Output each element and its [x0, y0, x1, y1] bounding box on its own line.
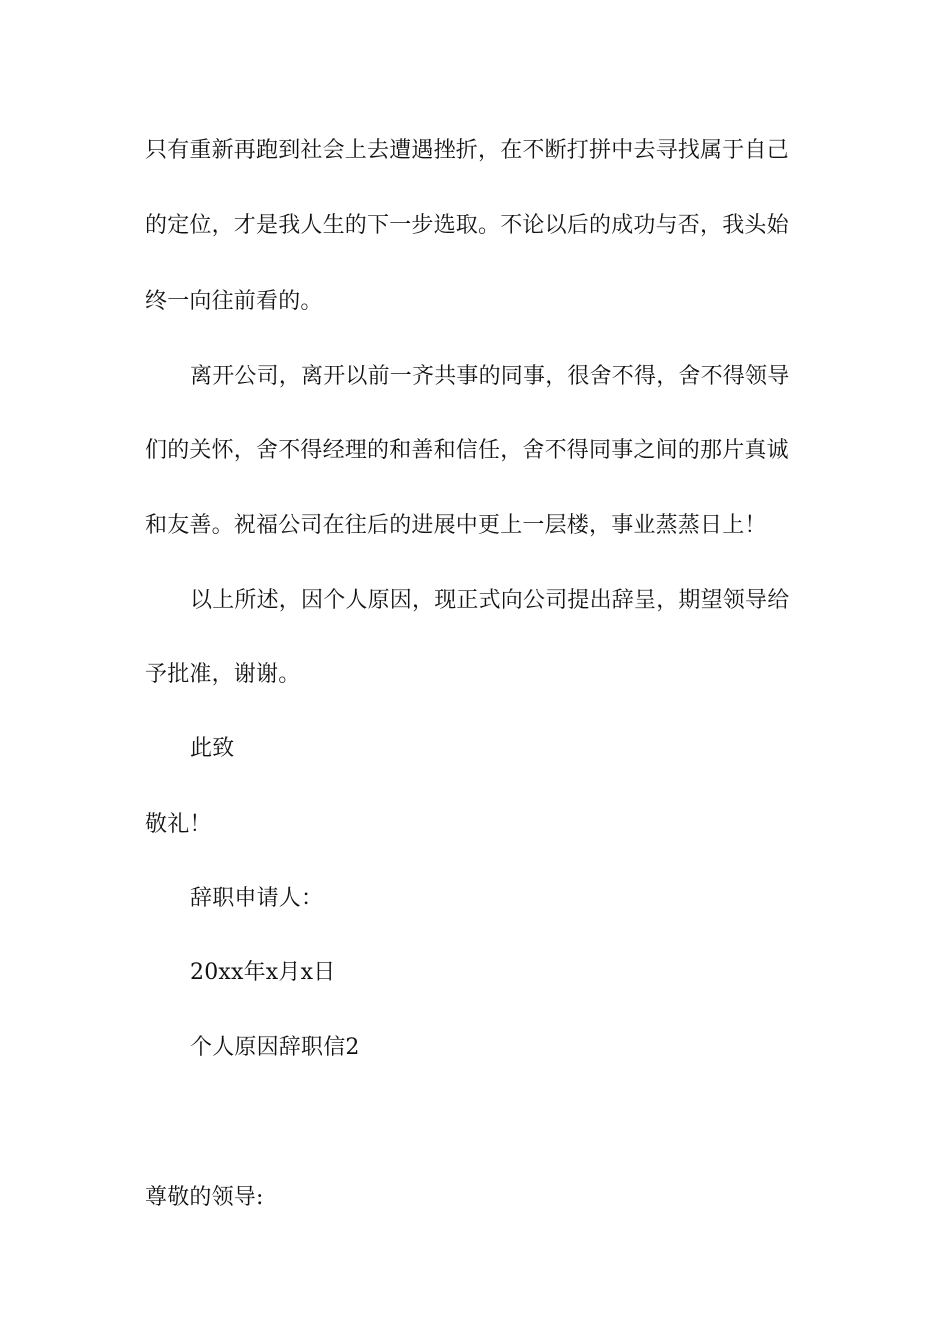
salute-text: 敬礼！ — [145, 812, 212, 837]
greeting-text: 尊敬的领导: — [145, 1185, 264, 1210]
section-title: 个人原因辞职信2 — [190, 1035, 360, 1060]
paragraph2-line1: 离开公司，离开以前一齐共事的同事，很舍不得，舍不得领导 — [190, 364, 790, 389]
paragraph1-line2: 的定位，才是我人生的下一步选取。不论以后的成功与否，我头始 — [145, 213, 789, 238]
paragraph1-line1: 只有重新再跑到社会上去遭遇挫折，在不断打拼中去寻找属于自己 — [145, 138, 789, 163]
paragraph3-line1: 以上所述，因个人原因，现正式向公司提出辞呈，期望领导给 — [190, 588, 790, 613]
paragraph3-line2: 予批准，谢谢。 — [145, 662, 301, 687]
paragraph2-line3: 和友善。祝福公司在往后的进展中更上一层楼，事业蒸蒸日上！ — [145, 513, 767, 538]
applicant-label: 辞职申请人： — [190, 886, 324, 911]
date-text: 20xx年x月x日 — [190, 960, 336, 985]
paragraph1-line3: 终一向往前看的。 — [145, 289, 323, 314]
paragraph2-line2: 们的关怀，舍不得经理的和善和信任，舍不得同事之间的那片真诚 — [145, 438, 789, 463]
closing-text: 此致 — [190, 736, 235, 761]
